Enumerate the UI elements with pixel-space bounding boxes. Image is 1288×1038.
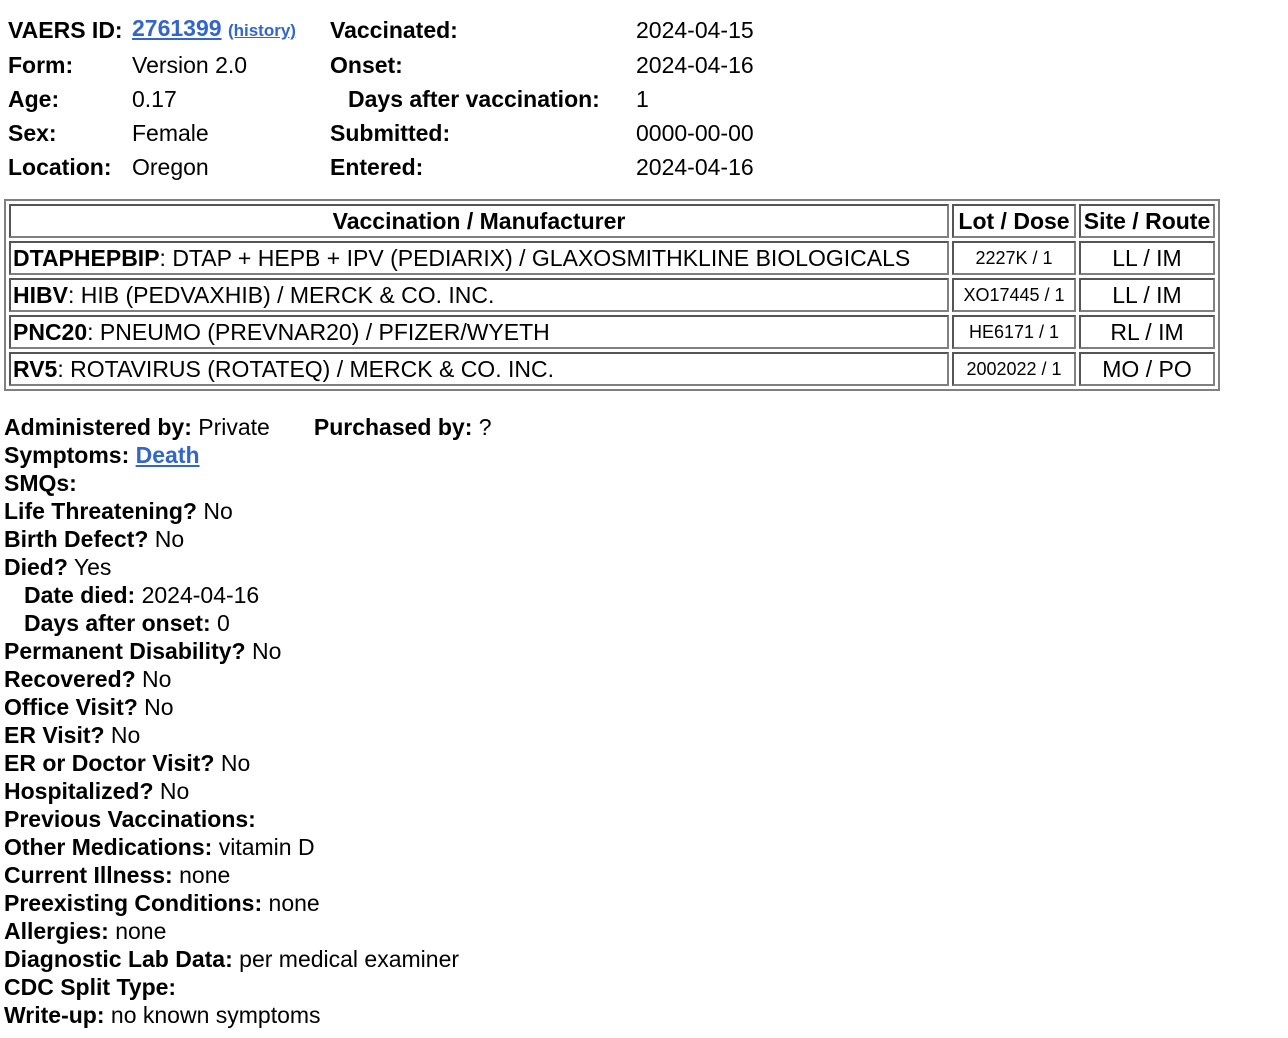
vaccinated-label: Vaccinated:: [330, 16, 458, 43]
vaccine-name: RV5: ROTAVIRUS (ROTATEQ) / MERCK & CO. INC.: [9, 352, 949, 386]
date-died-line: Date died: 2024-04-16: [24, 582, 260, 608]
sex-label: Sex:: [8, 120, 57, 146]
age-value: 0.17: [132, 86, 177, 112]
cdc-split-type-line: CDC Split Type:: [4, 974, 177, 1000]
current-illness-line: Current Illness: none: [4, 862, 231, 888]
site-route: LL / IM: [1079, 241, 1215, 275]
purchased-label: Purchased by:: [313, 414, 473, 440]
allergies-line: Allergies: none: [4, 918, 167, 944]
submitted-value: 0000-00-00: [636, 120, 754, 146]
location-value: Oregon: [132, 154, 209, 180]
header-row-5: [6, 150, 768, 184]
recovered-line: Recovered? No: [4, 666, 172, 692]
days-after-vax-value: 1: [636, 86, 649, 112]
preexisting-conditions-line: Preexisting Conditions: none: [4, 890, 320, 916]
table-row: [9, 352, 1215, 386]
report-details: [4, 413, 492, 1029]
entered-value: 2024-04-16: [636, 154, 754, 180]
er-visit-line: ER Visit? No: [4, 722, 141, 748]
lot-dose: HE6171 / 1: [952, 315, 1076, 349]
lot-dose: XO17445 / 1: [952, 278, 1076, 312]
onset-label: Onset:: [330, 52, 403, 78]
onset-value: 2024-04-16: [636, 52, 754, 78]
administered-value: Private: [191, 414, 270, 440]
vaccinated-value: 2024-04-15: [636, 16, 754, 43]
died-line: Died? Yes: [4, 554, 112, 580]
symptoms-line: [4, 441, 492, 469]
entered-label: Entered:: [330, 154, 424, 180]
site-route: MO / PO: [1079, 352, 1215, 386]
office-visit-line: Office Visit? No: [4, 694, 174, 720]
vaccine-name: DTAPHEPBIP: DTAP + HEPB + IPV (PEDIARIX) / GLAXOSMITHKLINE BIOLOGICALS: [9, 241, 949, 275]
col-lot-dose: Lot / Dose: [952, 204, 1076, 238]
er-doctor-visit-line: ER or Doctor Visit? No: [4, 750, 251, 776]
administered-label: Administered by:: [4, 414, 192, 440]
vaccine-name: HIBV: HIB (PEDVAXHIB) / MERCK & CO. INC.: [9, 278, 949, 312]
vaccination-table-header: [9, 204, 1215, 238]
header-row-3: [6, 82, 768, 116]
vaers-id-label: VAERS ID:: [8, 16, 123, 43]
form-value: Version 2.0: [132, 52, 248, 78]
age-label: Age:: [8, 86, 60, 112]
lot-dose: 2002022 / 1: [952, 352, 1076, 386]
hospitalized-line: Hospitalized? No: [4, 778, 190, 804]
col-vaccination-manufacturer: Vaccination / Manufacturer: [9, 204, 949, 238]
days-after-onset-line: Days after onset: 0: [24, 610, 230, 636]
header-row-2: [6, 48, 768, 82]
writeup-line: Write-up: no known symptoms: [4, 1002, 321, 1028]
site-route: RL / IM: [1079, 315, 1215, 349]
vaers-id-link[interactable]: 2761399: [132, 15, 222, 41]
other-medications-line: Other Medications: vitamin D: [4, 834, 315, 860]
previous-vaccinations-line: Previous Vaccinations:: [4, 806, 256, 832]
form-label: Form:: [8, 52, 74, 78]
report-header: [2, 11, 772, 184]
days-after-vax-label: Days after vaccination:: [348, 86, 600, 112]
submitted-label: Submitted:: [330, 120, 451, 146]
life-threatening-line: Life Threatening? No: [4, 498, 233, 524]
permanent-disability-line: Permanent Disability? No: [4, 638, 282, 664]
table-row: [9, 278, 1215, 312]
smqs-line: [4, 469, 492, 497]
header-row-4: [6, 116, 768, 150]
administered-line: [4, 413, 492, 441]
purchased-value: ?: [472, 414, 492, 440]
vaccination-table: [4, 199, 1220, 391]
symptoms-label: Symptoms:: [4, 442, 130, 468]
diagnostic-lab-line: Diagnostic Lab Data: per medical examiner: [4, 946, 460, 972]
location-label: Location:: [8, 154, 112, 180]
symptom-death-link[interactable]: Death: [135, 442, 200, 468]
smqs-label: SMQs:: [4, 470, 77, 496]
lot-dose: 2227K / 1: [952, 241, 1076, 275]
birth-defect-line: Birth Defect? No: [4, 526, 185, 552]
table-row: [9, 315, 1215, 349]
table-row: [9, 241, 1215, 275]
vaers-id-cell: [130, 11, 324, 48]
sex-value: Female: [132, 120, 209, 146]
col-site-route: Site / Route: [1079, 204, 1215, 238]
site-route: LL / IM: [1079, 278, 1215, 312]
history-link[interactable]: (history): [227, 21, 296, 40]
header-row-1: [6, 11, 768, 48]
vaccine-name: PNC20: PNEUMO (PREVNAR20) / PFIZER/WYETH: [9, 315, 949, 349]
